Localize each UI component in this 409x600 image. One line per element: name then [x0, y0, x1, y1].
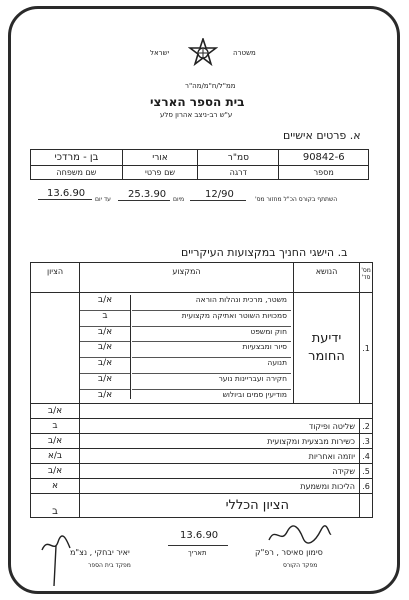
subject-name: סיור ומבצעיות: [132, 342, 291, 358]
subject-name: חוק ומשפט: [132, 327, 291, 343]
overall-grade: ב: [31, 494, 80, 518]
subject-grade: א/ב: [80, 374, 130, 390]
school-commander-caption: מפקד בית הספר: [88, 562, 131, 569]
col-num-header: מס' סד': [360, 263, 373, 293]
last-name-value: בן - מרדכי: [31, 150, 123, 166]
subject-name: משטר, מרכית ונהלות הוראה: [132, 295, 291, 311]
rank-value: סמ"ר: [198, 150, 279, 166]
subject-names-column: [132, 295, 291, 399]
signature-date-label: תאריך: [188, 549, 207, 557]
from-date: 25.3.90: [128, 189, 167, 200]
subject-grade: ב: [80, 311, 130, 327]
row-grade: ב: [31, 419, 80, 434]
row-number: 6.: [360, 479, 373, 494]
subject-grade: א/ב: [80, 327, 130, 343]
rank-label: דרגה: [198, 166, 279, 180]
subject-grades-column: [80, 295, 130, 399]
grades-table: [30, 262, 373, 518]
course-number: 12/90: [205, 189, 234, 200]
school-commander-signature: [38, 532, 78, 588]
id-number-value: 90842-6: [279, 150, 369, 166]
last-name-label: שם משפחה: [31, 166, 123, 180]
to-date: 13.6.90: [47, 188, 86, 199]
row-number: 5.: [360, 464, 373, 479]
group-topic: ידיעת החומר: [294, 293, 360, 404]
school-name: בית הספר הארצי: [150, 95, 245, 109]
subject-name: סמכויות השוטר ואתיקה מקצועית: [132, 311, 291, 327]
row-grade: א/ב: [31, 434, 80, 449]
id-number-label: מספר: [279, 166, 369, 180]
course-commander-name: סימון סאיסר , רפ"ק: [255, 548, 323, 557]
row-number: 2.: [360, 419, 373, 434]
section-a-title: א. פרטים אישיים: [283, 129, 361, 142]
police-label: משטרה: [233, 49, 256, 57]
standalone-grade: א/ב: [31, 404, 80, 419]
row-name: שליטה ופיקוד: [80, 419, 360, 434]
school-commander-name: יאיר יבחקי , נצ"מ: [70, 548, 130, 557]
row-grade: א: [31, 479, 80, 494]
from-label: מיום: [173, 196, 185, 203]
to-label: עד יום: [95, 196, 111, 203]
police-emblem-icon: [188, 38, 218, 68]
row-number: 4.: [360, 449, 373, 464]
subject-grade: א/ב: [80, 295, 130, 311]
subject-grade: א/ב: [97, 389, 113, 400]
subject-name: תנועה: [132, 358, 291, 374]
row-grade: ב/א: [31, 449, 80, 464]
overall-label: הציון הכללי: [80, 494, 360, 518]
row-number: 3.: [360, 434, 373, 449]
subjects-block: [80, 293, 293, 403]
col-subject-header: המקצוע: [80, 263, 294, 293]
subject-name: חקירה ועבריינות נוער: [132, 374, 291, 390]
col-grade-header: הציון: [31, 263, 80, 293]
col-topic-header: הנושא: [294, 263, 360, 293]
course-commander-signature: [265, 520, 335, 550]
reference-line: ממ"ל/ח"מ/מה"ר: [185, 82, 236, 90]
subject-name: מודיעין סמים וביולוש: [222, 389, 287, 399]
row-grade: א/ב: [31, 464, 80, 479]
subject-grade: א/ב: [80, 358, 130, 374]
row-name: כשירות מבצעית ומקצועית: [80, 434, 360, 449]
subject-grade: א/ב: [80, 342, 130, 358]
personal-details-table: [30, 149, 369, 180]
course-text: השתתף בקורס הכ"ל מחזור מס': [255, 196, 338, 203]
signature-date: 13.6.90: [180, 530, 219, 541]
course-commander-caption: מפקד הקורס: [283, 562, 318, 569]
row-name: הליכות ומשמעת: [80, 479, 360, 494]
row-name: שקידה: [80, 464, 360, 479]
row-name: יוזמה ואחריות: [80, 449, 360, 464]
section-b-title: ב. הישגי החניך במקצועות העיקריים: [181, 246, 348, 259]
israel-label: ישראל: [150, 49, 170, 57]
first-name-value: אורי: [122, 150, 197, 166]
school-named-after: ע"ש רב-ניצב אהרון סלע: [160, 111, 233, 119]
group-number: 1.: [360, 293, 373, 404]
first-name-label: שם פרטי: [122, 166, 197, 180]
